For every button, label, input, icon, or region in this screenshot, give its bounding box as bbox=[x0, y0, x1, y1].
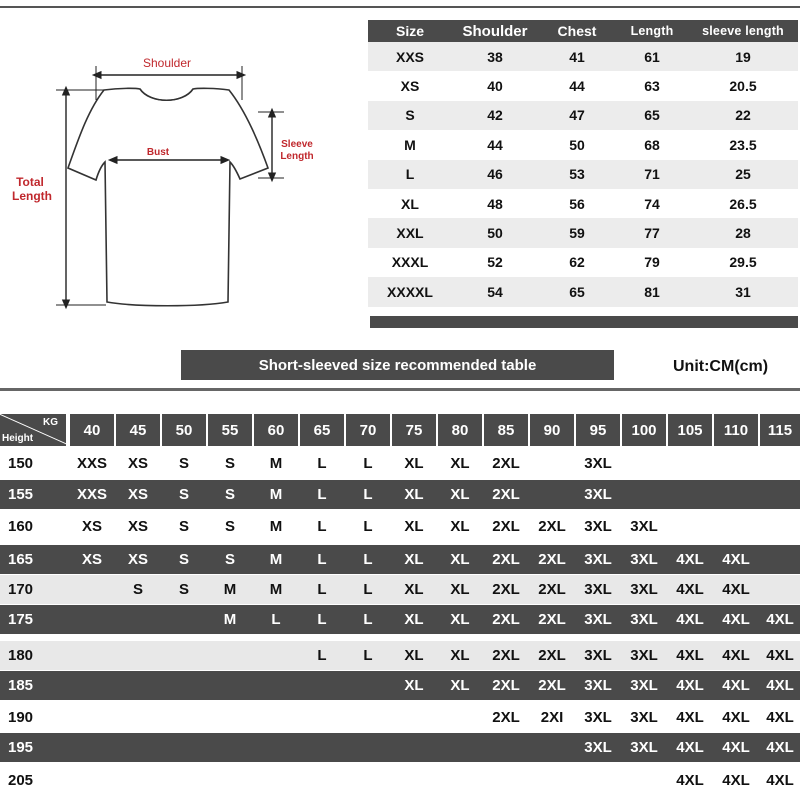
size-recommendation-cell: 3XL bbox=[630, 709, 658, 726]
size-value-cell: 44 bbox=[487, 136, 503, 153]
size-value-cell: 44 bbox=[569, 78, 585, 95]
size-recommendation-cell: XL bbox=[450, 581, 470, 598]
size-value-cell: 61 bbox=[616, 42, 688, 71]
size-recommendation-cell: 2XI bbox=[540, 709, 564, 726]
grid-corner bbox=[0, 414, 66, 446]
size-row bbox=[368, 71, 798, 100]
kg-header-cell: 55 bbox=[208, 414, 252, 446]
size-recommendation-cell: XL bbox=[404, 551, 424, 568]
size-value-cell: 19 bbox=[688, 42, 798, 71]
size-recommendation-cell: 4XL bbox=[676, 677, 704, 694]
shoulder-label: Shoulder bbox=[142, 56, 192, 70]
size-value-cell: 46 bbox=[452, 160, 538, 189]
size-recommendation-cell: S bbox=[178, 455, 189, 472]
size-value-cell: 63 bbox=[644, 78, 660, 95]
size-recommendation-cell: 2XL bbox=[538, 647, 566, 664]
size-value-cell: 65 bbox=[616, 101, 688, 130]
size-value-cell: 71 bbox=[616, 160, 688, 189]
size-recommendation-cell: 2XL bbox=[492, 611, 520, 628]
recommend-banner: Short-sleeved size recommended table bbox=[181, 350, 614, 380]
size-recommendation-cell: M bbox=[269, 551, 283, 568]
size-recommendation-cell: 4XL bbox=[676, 647, 704, 664]
kg-header-cell: 110 bbox=[714, 414, 758, 446]
size-recommendation-cell: L bbox=[317, 455, 327, 472]
size-name-cell: XXXXL bbox=[368, 277, 452, 306]
size-value-cell: 54 bbox=[452, 277, 538, 306]
size-recommendation-cell: 4XL bbox=[722, 611, 750, 628]
height-label: 160 bbox=[8, 518, 34, 535]
size-recommendation-cell: S bbox=[224, 518, 235, 535]
size-recommendation-cell: XL bbox=[404, 647, 424, 664]
size-recommendation-cell: 3XL bbox=[584, 611, 612, 628]
col-shoulder: Shoulder bbox=[462, 22, 528, 40]
size-recommendation-cell: XS bbox=[127, 518, 148, 535]
size-recommendation-cell: 4XL bbox=[766, 739, 794, 756]
size-recommendation-cell: L bbox=[363, 551, 373, 568]
size-value-cell: 22 bbox=[688, 101, 798, 130]
size-recommendation-cell: M bbox=[269, 486, 283, 503]
bust-label: Bust bbox=[146, 147, 170, 158]
size-recommendation-cell: S bbox=[224, 455, 235, 472]
size-row bbox=[368, 248, 798, 277]
size-name-cell: S bbox=[368, 101, 452, 130]
size-recommendation-cell: 2XL bbox=[492, 709, 520, 726]
size-recommendation-cell: XXS bbox=[76, 486, 107, 503]
size-recommendation-cell: 3XL bbox=[630, 739, 658, 756]
size-recommendation-cell: L bbox=[363, 647, 373, 664]
size-chart-table bbox=[368, 20, 798, 307]
height-label: 205 bbox=[8, 772, 34, 789]
size-recommendation-cell: 2XL bbox=[492, 518, 520, 535]
size-recommendation-cell: 4XL bbox=[676, 611, 704, 628]
size-value-cell: 77 bbox=[616, 218, 688, 247]
size-recommendation-cell: 2XL bbox=[538, 677, 566, 694]
size-recommendation-cell: 4XL bbox=[676, 739, 704, 756]
size-recommendation-cell: 4XL bbox=[722, 709, 750, 726]
size-recommendation-cell: 2XL bbox=[492, 677, 520, 694]
kg-header-cell: 45 bbox=[116, 414, 160, 446]
size-row bbox=[368, 218, 798, 247]
size-value-cell: 20.5 bbox=[729, 78, 757, 95]
size-recommendation-cell: XL bbox=[450, 455, 470, 472]
height-row bbox=[0, 545, 800, 574]
height-label: 170 bbox=[8, 581, 34, 598]
corner-kg-label: KG bbox=[43, 417, 58, 428]
size-recommendation-cell: 2XL bbox=[492, 486, 520, 503]
size-name-cell: XXS bbox=[368, 42, 452, 71]
size-chart-header bbox=[368, 20, 798, 42]
size-recommendation-cell: 3XL bbox=[584, 455, 612, 472]
section-divider bbox=[0, 388, 800, 391]
size-name-cell: L bbox=[368, 160, 452, 189]
height-label: 180 bbox=[8, 647, 34, 664]
size-recommendation-cell: S bbox=[178, 581, 189, 598]
size-row bbox=[368, 189, 798, 218]
size-recommendation-cell: 2XL bbox=[538, 518, 566, 535]
height-label: 185 bbox=[8, 677, 34, 694]
size-value-cell: 50 bbox=[452, 218, 538, 247]
size-recommendation-cell: 3XL bbox=[584, 647, 612, 664]
size-recommendation-cell: 4XL bbox=[766, 772, 794, 789]
size-recommendation-cell: 4XL bbox=[766, 709, 794, 726]
height-label: 195 bbox=[8, 739, 34, 756]
height-row bbox=[0, 605, 800, 634]
size-recommendation-cell: XS bbox=[127, 455, 148, 472]
size-recommendation-cell: L bbox=[363, 581, 373, 598]
size-recommendation-cell: 3XL bbox=[630, 518, 658, 535]
size-recommendation-cell: M bbox=[269, 455, 283, 472]
size-value-cell: 41 bbox=[538, 42, 616, 71]
kg-header-cell: 65 bbox=[300, 414, 344, 446]
kg-header-cell: 95 bbox=[576, 414, 620, 446]
size-recommendation-cell: XS bbox=[81, 518, 102, 535]
size-value-cell: 38 bbox=[452, 42, 538, 71]
size-recommendation-cell: XS bbox=[127, 486, 148, 503]
kg-header-cell: 75 bbox=[392, 414, 436, 446]
size-recommendation-cell: 3XL bbox=[584, 581, 612, 598]
size-recommendation-cell: 3XL bbox=[584, 677, 612, 694]
size-name-cell: M bbox=[404, 136, 416, 153]
size-name-cell: XXXL bbox=[391, 254, 429, 271]
size-recommendation-cell: L bbox=[363, 455, 373, 472]
size-value-cell: 47 bbox=[538, 101, 616, 130]
size-recommendation-cell: L bbox=[317, 518, 327, 535]
size-value-cell: 40 bbox=[487, 78, 503, 95]
kg-header-cell: 50 bbox=[162, 414, 206, 446]
size-recommendation-cell: 2XL bbox=[492, 551, 520, 568]
kg-header-cell: 115 bbox=[760, 414, 800, 446]
size-chart-footer-bar bbox=[370, 316, 798, 328]
size-recommendation-cell: 3XL bbox=[630, 611, 658, 628]
height-row bbox=[0, 449, 800, 478]
size-recommendation-cell: 3XL bbox=[584, 551, 612, 568]
size-value-cell: 62 bbox=[569, 254, 585, 271]
size-value-cell: 29.5 bbox=[729, 254, 757, 271]
size-recommendation-cell: 3XL bbox=[630, 647, 658, 664]
total-label-2: Length bbox=[12, 189, 52, 203]
sleeve-label-1: Sleeve bbox=[281, 139, 313, 150]
size-row bbox=[368, 101, 798, 130]
size-recommendation-cell: XL bbox=[450, 647, 470, 664]
size-recommendation-cell: 3XL bbox=[630, 677, 658, 694]
size-recommendation-cell: S bbox=[178, 518, 189, 535]
size-recommendation-cell: L bbox=[317, 486, 327, 503]
size-name-cell: XXL bbox=[368, 218, 452, 247]
size-recommendation-cell: 4XL bbox=[722, 677, 750, 694]
size-recommendation-cell: L bbox=[317, 647, 327, 664]
size-value-cell: 42 bbox=[452, 101, 538, 130]
size-value-cell: 50 bbox=[569, 136, 585, 153]
size-recommendation-cell: M bbox=[223, 611, 237, 628]
size-recommendation-cell: XL bbox=[450, 551, 470, 568]
size-recommendation-cell: 3XL bbox=[630, 551, 658, 568]
height-label: 175 bbox=[8, 611, 34, 628]
size-recommendation-cell: 4XL bbox=[766, 611, 794, 628]
unit-label: Unit:CM(cm) bbox=[673, 358, 769, 375]
size-value-cell: 23.5 bbox=[729, 136, 757, 153]
size-recommendation-cell: 2XL bbox=[492, 581, 520, 598]
height-row bbox=[0, 512, 800, 541]
size-value-cell: 59 bbox=[538, 218, 616, 247]
size-recommendation-cell: 3XL bbox=[584, 739, 612, 756]
size-recommendation-cell: S bbox=[132, 581, 143, 598]
size-recommendation-cell: S bbox=[224, 551, 235, 568]
size-recommendation-cell: 2XL bbox=[538, 611, 566, 628]
size-recommendation-cell: 2XL bbox=[492, 455, 520, 472]
col-size: Size bbox=[395, 23, 424, 39]
height-row bbox=[0, 703, 800, 732]
size-recommendation-cell: L bbox=[271, 611, 281, 628]
size-recommendation-cell: S bbox=[224, 486, 235, 503]
size-recommendation-cell: XL bbox=[404, 486, 424, 503]
size-recommendation-cell: 3XL bbox=[584, 518, 612, 535]
size-value-cell: 28 bbox=[688, 218, 798, 247]
height-row bbox=[0, 641, 800, 670]
col-sleeve-length: sleeve length bbox=[702, 24, 784, 38]
size-recommendation-cell: XL bbox=[450, 486, 470, 503]
kg-header-cell: 90 bbox=[530, 414, 574, 446]
size-recommendation-cell: 4XL bbox=[722, 647, 750, 664]
size-value-cell: 79 bbox=[644, 254, 660, 271]
height-row bbox=[0, 480, 800, 509]
size-row bbox=[368, 130, 798, 159]
size-recommendation-cell: XL bbox=[450, 518, 470, 535]
size-recommendation-cell: XL bbox=[404, 518, 424, 535]
size-value-cell: 31 bbox=[688, 277, 798, 306]
size-name-cell: XL bbox=[401, 195, 419, 212]
size-row bbox=[368, 160, 798, 189]
size-recommendation-cell: XL bbox=[404, 611, 424, 628]
size-recommendation-cell: 4XL bbox=[766, 647, 794, 664]
tshirt-diagram bbox=[0, 40, 330, 330]
kg-header-cell: 80 bbox=[438, 414, 482, 446]
size-value-cell: 52 bbox=[487, 254, 503, 271]
size-value-cell: 26.5 bbox=[729, 195, 757, 212]
size-recommendation-cell: XL bbox=[450, 677, 470, 694]
height-label: 165 bbox=[8, 551, 34, 568]
size-recommendation-cell: L bbox=[317, 551, 327, 568]
size-recommendation-cell: M bbox=[269, 518, 283, 535]
size-recommendation-cell: 3XL bbox=[584, 486, 612, 503]
size-value-cell: 25 bbox=[688, 160, 798, 189]
size-recommendation-cell: 2XL bbox=[538, 581, 566, 598]
size-recommendation-cell: 2XL bbox=[538, 551, 566, 568]
size-value-cell: 68 bbox=[644, 136, 660, 153]
size-recommendation-cell: XS bbox=[81, 551, 102, 568]
size-row bbox=[368, 42, 798, 71]
size-recommendation-cell: 2XL bbox=[492, 647, 520, 664]
size-value-cell: 56 bbox=[569, 195, 585, 212]
height-label: 155 bbox=[8, 486, 34, 503]
kg-header-cell: 100 bbox=[622, 414, 666, 446]
size-recommendation-cell: S bbox=[178, 551, 189, 568]
size-recommendation-cell: L bbox=[317, 611, 327, 628]
height-row bbox=[0, 766, 800, 795]
size-recommendation-cell: L bbox=[363, 518, 373, 535]
size-recommendation-cell: 4XL bbox=[722, 551, 750, 568]
sleeve-label-2: Length bbox=[280, 151, 314, 162]
kg-header-cell: 60 bbox=[254, 414, 298, 446]
kg-header-cell: 85 bbox=[484, 414, 528, 446]
size-recommendation-cell: L bbox=[363, 611, 373, 628]
col-length: Length bbox=[630, 24, 674, 38]
kg-header-cell: 40 bbox=[70, 414, 114, 446]
size-recommendation-cell: 4XL bbox=[676, 581, 704, 598]
size-value-cell: 81 bbox=[616, 277, 688, 306]
size-recommendation-cell: XL bbox=[404, 455, 424, 472]
height-label: 150 bbox=[8, 455, 34, 472]
size-recommendation-cell: 4XL bbox=[722, 581, 750, 598]
corner-height-label: Height bbox=[2, 433, 34, 444]
size-recommendation-cell: M bbox=[269, 581, 283, 598]
size-row bbox=[368, 277, 798, 306]
size-recommendation-cell: 3XL bbox=[630, 581, 658, 598]
size-recommendation-cell: 4XL bbox=[676, 772, 704, 789]
size-name-cell: XS bbox=[400, 78, 420, 95]
total-label-1: Total bbox=[16, 175, 44, 189]
size-recommendation-cell: S bbox=[178, 486, 189, 503]
top-divider bbox=[0, 6, 800, 8]
tshirt-outline bbox=[68, 88, 268, 305]
size-recommendation-cell: L bbox=[363, 486, 373, 503]
size-recommendation-cell: XL bbox=[404, 581, 424, 598]
size-value-cell: 65 bbox=[538, 277, 616, 306]
size-recommendation-cell: XL bbox=[404, 677, 424, 694]
size-recommendation-cell: XL bbox=[450, 611, 470, 628]
size-recommendation-cell: 4XL bbox=[676, 551, 704, 568]
size-recommendation-cell: 4XL bbox=[722, 739, 750, 756]
col-chest: Chest bbox=[557, 23, 597, 39]
kg-header-cell: 70 bbox=[346, 414, 390, 446]
size-recommendation-cell: L bbox=[317, 581, 327, 598]
height-row bbox=[0, 733, 800, 762]
size-recommendation-cell: XXS bbox=[76, 455, 107, 472]
size-value-cell: 53 bbox=[538, 160, 616, 189]
size-value-cell: 74 bbox=[644, 195, 660, 212]
size-recommendation-cell: 3XL bbox=[584, 709, 612, 726]
size-recommendation-cell: 4XL bbox=[766, 677, 794, 694]
kg-header-cell: 105 bbox=[668, 414, 712, 446]
height-row bbox=[0, 575, 800, 604]
size-recommendation-cell: XS bbox=[127, 551, 148, 568]
size-recommendation-cell: 4XL bbox=[722, 772, 750, 789]
height-label: 190 bbox=[8, 709, 34, 726]
size-recommendation-cell: 4XL bbox=[676, 709, 704, 726]
size-recommendation-cell: M bbox=[223, 581, 237, 598]
size-value-cell: 48 bbox=[487, 195, 503, 212]
height-row bbox=[0, 671, 800, 700]
